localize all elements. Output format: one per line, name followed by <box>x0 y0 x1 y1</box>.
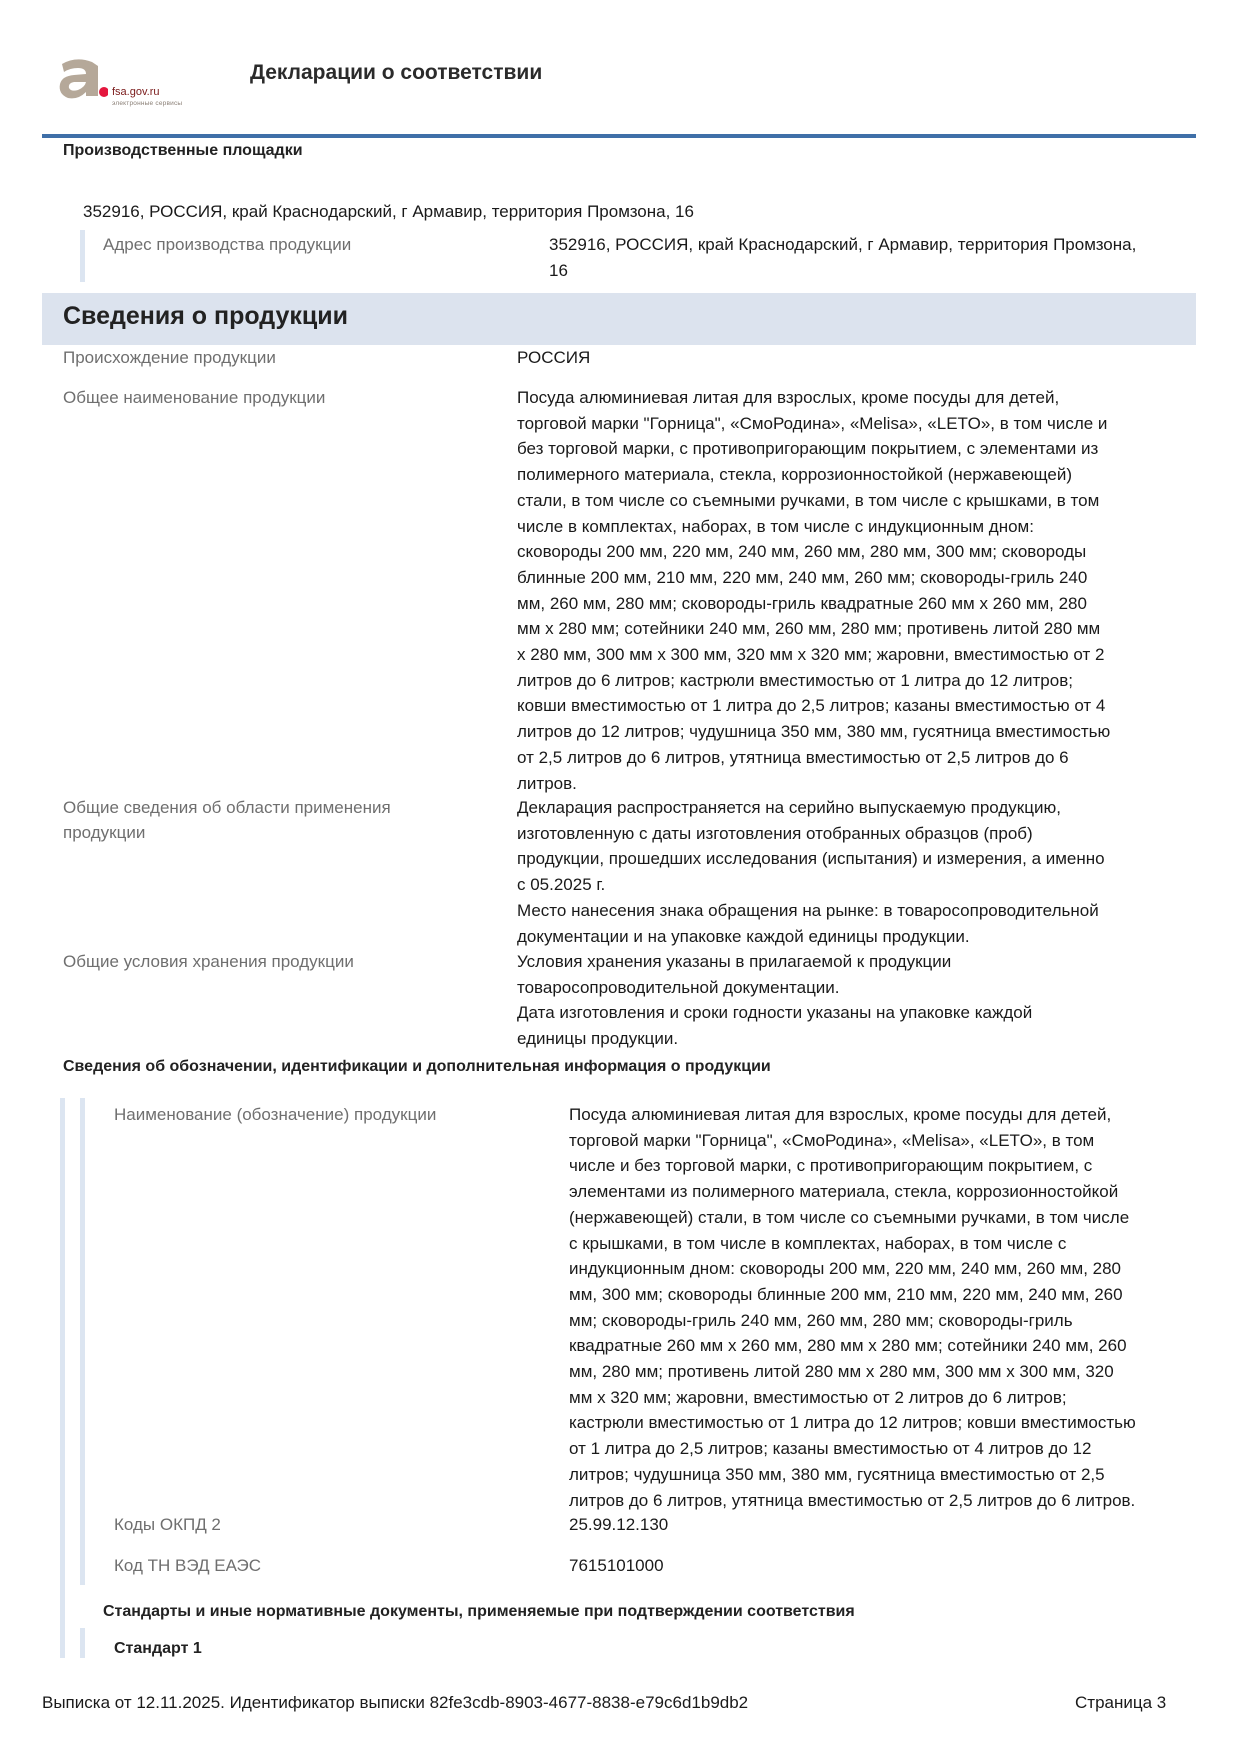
field-value-production-address: 352916, РОССИЯ, край Краснодарский, г Армавир, территория Промзона, 16 <box>549 235 1137 280</box>
logo-domain: fsa.gov.ru <box>112 86 160 98</box>
field-label-production-address: Адрес производства продукции <box>103 235 352 254</box>
page-title: Декларации о соответствии <box>250 61 543 84</box>
indent-bar-inner <box>80 1098 85 1585</box>
field-value-okpd2: 25.99.12.130 <box>569 1515 669 1534</box>
production-site-address: 352916, РОССИЯ, край Краснодарский, г Армавир, территория Промзона, 16 <box>83 202 694 221</box>
field-value-storage-conditions: Условия хранения указаны в прилагаемой к продукции товаросопроводительной документации. Дата изготовления и сроки годности указаны на упаковке каждой единицы продукции. <box>517 952 1033 1049</box>
field-value-application-scope: Декларация распространяется на серийно выпускаемую продукцию, изготовленную с даты изготовления отобранных образцов (проб) продукции, прошедших исследования (испытания) и измерения, а именно с 05.2025 г. Место нанесения знака обращения на рынке: в товаросопроводительной документации и на упаковке каждой единицы продукции. <box>517 798 1105 946</box>
fsa-logo <box>56 56 206 112</box>
field-label-origin: Происхождение продукции <box>63 348 276 367</box>
header-divider <box>42 134 1196 138</box>
field-label-general-name: Общее наименование продукции <box>63 388 326 407</box>
indent-bar <box>80 230 85 282</box>
field-label-storage-conditions: Общие условия хранения продукции <box>63 952 354 971</box>
field-label-tnved: Код ТН ВЭД ЕАЭС <box>114 1556 262 1575</box>
footer-extract-info: Выписка от 12.11.2025. Идентификатор выписки 82fe3cdb-8903-4677-8838-e79c6d1b9db2 <box>42 1693 749 1712</box>
identification-heading: Сведения об обозначении, идентификации и дополнительная информация о продукции <box>63 1058 771 1075</box>
field-label-okpd2: Коды ОКПД 2 <box>114 1515 221 1534</box>
footer-page-number: Страница 3 <box>1075 1693 1167 1712</box>
field-label-product-designation: Наименование (обозначение) продукции <box>114 1105 437 1124</box>
field-value-origin: РОССИЯ <box>517 348 591 367</box>
section-band-product-info <box>42 293 1196 345</box>
standards-heading: Стандарты и иные нормативные документы, применяемые при подтверждении соответствия <box>103 1603 855 1620</box>
field-value-product-designation: Посуда алюминиевая литая для взрослых, кроме посуды для детей, торговой марки "Горница", «СмоРодина», «Melisa», «LETO», в том числе и без торговой марки, с противопригорающим покрытием, с элементами из полимерного материала, стекла, коррозионностойкой (нержавеющей) стали, в том числе со съемными ручками, в том числе с крышками, в том числе в комплектах, наборах, в том числе с индукционным дном: сковороды 200 мм, 220 мм, 240 мм, 260 мм, 280 мм, 300 мм; сковороды блинные 200 мм, 210 мм, 220 мм, 240 мм, 260 мм; сковороды-гриль 240 мм, 260 мм, 280 мм; сковороды-гриль квадратные 260 мм х 260 мм, 280 мм х 280 мм; сотейники 240 мм, 260 мм, 280 мм; противень литой 280 мм х 280 мм, 300 мм х 300 мм, 320 мм х 320 мм; жаровни, вместимостью от 2 литров до 6 литров; кастрюли вместимостью от 1 литра до 12 литров; ковши вместимостью от 1 литра до 2,5 литров; казаны вместимостью от 4 литров до 12 литров; чудушница 350 мм, 380 мм, гусятница вместимостью от 2,5 литров до 6 литров, утятница вместимостью от 2,5 литров до 6 литров. <box>569 1105 1136 1510</box>
field-value-general-name: Посуда алюминиевая литая для взрослых, кроме посуды для детей, торговой марки "Горница", «СмоРодина», «Melisa», «LETO», в том числе и без торговой марки, с противопригорающим покрытием, с элементами из полимерного материала, стекла, коррозионностойкой (нержавеющей) стали, в том числе со съемными ручками, в том числе с крышками, в том числе в комплектах, наборах, в том числе с индукционным дном: сковороды 200 мм, 220 мм, 240 мм, 260 мм, 280 мм, 300 мм; сковороды блинные 200 мм, 210 мм, 220 мм, 240 мм, 260 мм; сковороды-гриль 240 мм, 260 мм, 280 мм; сковороды-гриль квадратные 260 мм х 260 мм, 280 мм х 280 мм; сотейники 240 мм, 260 мм, 280 мм; противень литой 280 мм х 280 мм, 300 мм х 300 мм, 320 мм х 320 мм; жаровни, вместимостью от 2 литров до 6 литров; кастрюли вместимостью от 1 литра до 12 литров; ковши вместимостью от 1 литра до 2,5 литров; казаны вместимостью от 4 литров до 12 литров; чудушница 350 мм, 380 мм, гусятница вместимостью от 2,5 литров до 6 литров, утятница вместимостью от 2,5 литров до 6 литров. <box>517 388 1111 793</box>
production-sites-heading: Производственные площадки <box>63 142 303 159</box>
field-label-application-scope: Общие сведения об области применения продукции <box>63 798 391 842</box>
logo-subtitle: электронные сервисы <box>112 100 183 107</box>
indent-bar-standard <box>80 1628 85 1658</box>
section-heading-product-info: Сведения о продукции <box>63 302 348 330</box>
field-value-tnved: 7615101000 <box>569 1556 664 1575</box>
standard-title: Стандарт 1 <box>114 1640 202 1657</box>
fsa-logo-icon <box>56 56 108 102</box>
indent-bar-outer <box>60 1098 65 1658</box>
